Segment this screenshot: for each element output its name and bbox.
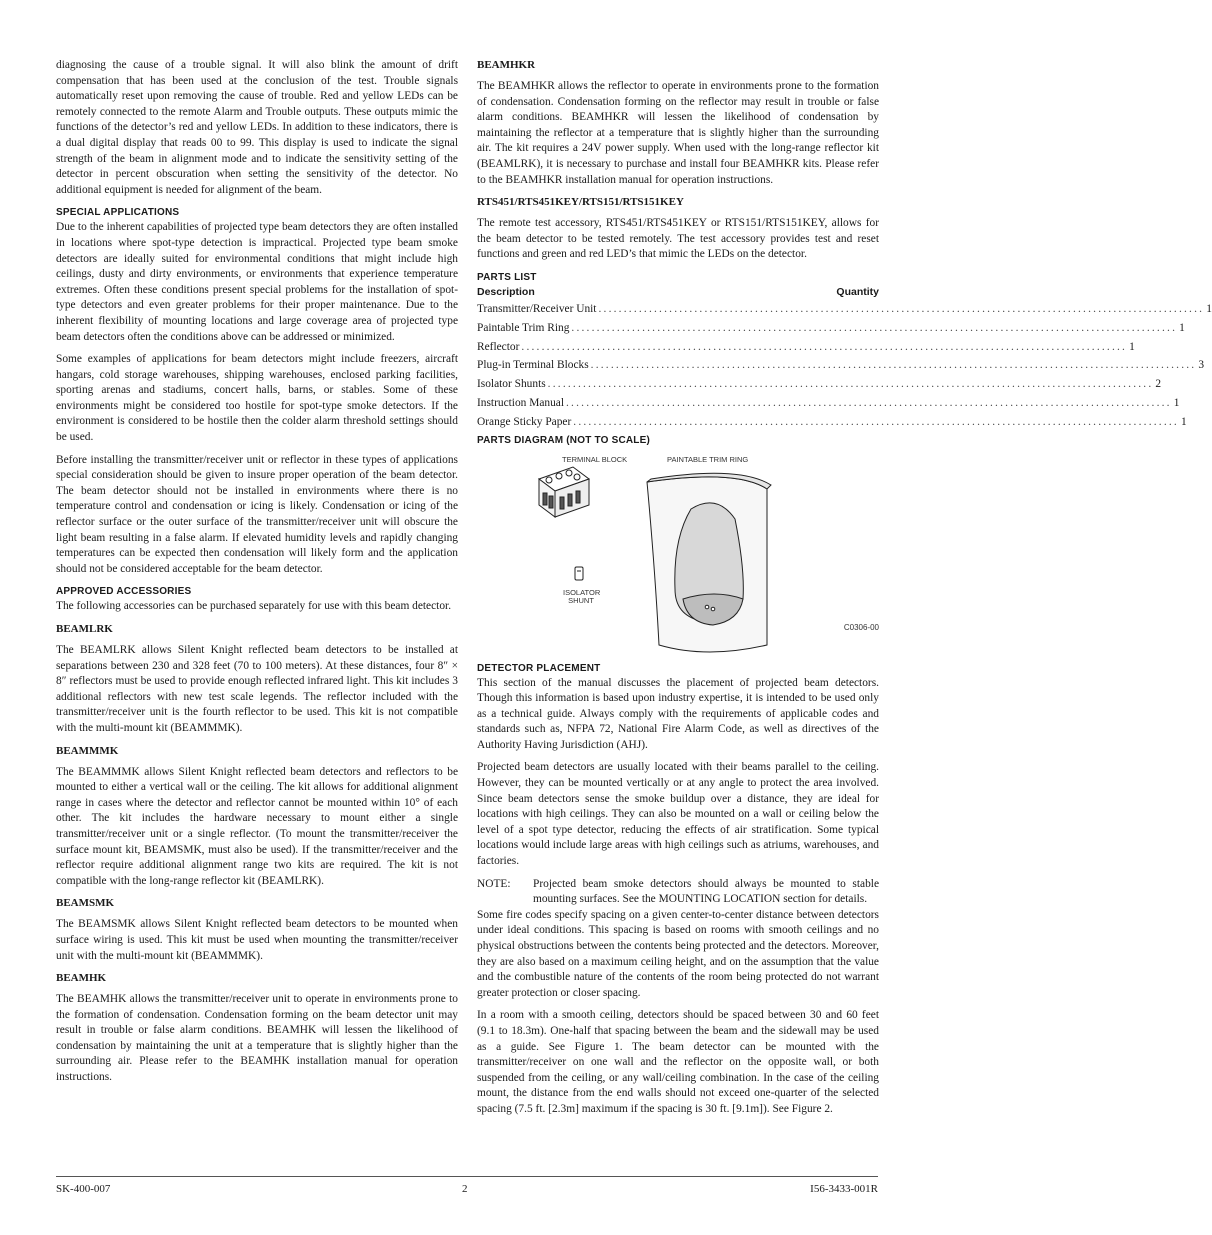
note-text: Projected beam smoke detectors should always be mounted to stable mounting surfaces. See the MOUNTING LOCATION section for details. [533, 877, 879, 906]
part-description: Instruction Manual [477, 396, 564, 409]
special-applications-paragraph-1: Due to the inherent capabilities of projected type beam detectors they are often installed in locations where spot-type detection is impractical. Projected type beam smoke detectors are ideally suited for environmental conditions that might include high ceilings, dusty and dirty environments, or environments that experience temperature extremes. Often these conditions present special problems for the installation of spot-type detectors and even greater problems for their proper maintenance. Due to the inherent flexibility of mounting locations and large coverage area of projected type beam detectors often the conditions above can be addressed or minimized. [56, 221, 458, 343]
parts-diagram-heading: PARTS DIAGRAM (NOT TO SCALE) [477, 434, 651, 446]
beamhk-paragraph: The BEAMHK allows the transmitter/receiver unit to operate in environments prone to the formation of condensation. Condensation forming on the beam detector unit may result in trouble or false alarm conditions. BEAMHK will lessen the likelihood of condensation by maintaining the unit at a temperature that is slightly higher than the surrounding air. Please refer to the BEAMHK installation manual for operation instructions. [56, 993, 458, 1084]
beamlrk-heading: BEAMLRK [56, 623, 113, 635]
parts-diagram [477, 449, 879, 654]
trim-ring-icon [647, 473, 771, 652]
parts-list-row [477, 413, 1187, 432]
beamsmk-paragraph: The BEAMSMK allows Silent Knight reflected beam detectors to be mounted when surface wiring is used. This kit must be used when mounting the transmitter/receiver unit with the multi-mount kit (BEAMMMK). [56, 918, 458, 962]
trim-ring-label: PAINTABLE TRIM RING [667, 454, 749, 464]
beamhkr-paragraph: The BEAMHKR allows the reflector to operate in environments prone to the formation of condensation. Condensation forming on the reflector may result in trouble or false alarm conditions. BEAMHKR will lessen the likelihood of condensation by maintaining the reflector at a temperature that is slightly higher than the surrounding air. The kit requires a 24V power supply. When used with the long-range reflector kit (BEAMLRK), it is necessary to purchase and install four BEAMHKR kits. Please refer to the BEAMHKR installation manual for operation instructions. [477, 80, 879, 186]
parts-list-row [477, 375, 1162, 394]
parts-col-quantity: Quantity [836, 285, 879, 298]
placement-paragraph-3: Some fire codes specify spacing on a given center-to-center distance between detectors under ideal conditions. This spacing is based on rooms with smooth ceilings and no physical obstructions between the contents being protected and the detectors. Moreover, they are also based on a maximum ceiling height, and on the assumption that the value and the combustible nature of the contents of the room being protected do not warrant greater protection or closer spacing. [477, 908, 879, 999]
placement-paragraph-2: Projected beam detectors are usually located with their beams parallel to the ceiling. However, they can be mounted vertically or at any angle to protect the area involved. Since beam detectors sense the smoke buildup over a distance, they are ideal for locations with high ceilings. They can also be mounted on a wall or ceiling below the level of a spot type detector, reducing the effects of air stratification. Some typical locations would include large areas with high ceilings such as atriums, warehouses, and factories. [477, 761, 879, 868]
rts-heading: RTS451/RTS451KEY/RTS151/RTS151KEY [477, 196, 684, 209]
part-quantity: 1 [1180, 415, 1187, 428]
parts-diagram-drawing [477, 449, 879, 654]
terminal-block-label: TERMINAL BLOCK [562, 454, 628, 464]
diagram-code: C0306-00 [843, 622, 879, 632]
isolator-shunt-icon [575, 567, 583, 580]
isolator-label-line-2: SHUNT [568, 595, 594, 605]
part-quantity: 1 [1206, 302, 1212, 315]
parts-list-row [477, 394, 1180, 413]
special-applications-heading: SPECIAL APPLICATIONS [56, 207, 180, 219]
isolator-shunt-label [563, 589, 599, 605]
parts-list-row [477, 319, 1185, 338]
part-description: Orange Sticky Paper [477, 415, 572, 428]
beammmk-heading: BEAMMMK [56, 744, 119, 757]
beamhk-heading: BEAMHK [56, 972, 107, 985]
approved-accessories-heading: APPROVED ACCESSORIES [56, 586, 192, 598]
footer-doc-number: SK-400-007 [56, 1183, 111, 1195]
beamhkr-heading: BEAMHKR [477, 59, 536, 71]
special-applications-paragraph-3: Before installing the transmitter/receiver unit or reflector in these types of applications special consideration should be given to insure proper operation of the beam detector. The beam detector should not be installed in environments where there is no temperature control and condensation or icing is likely. Condensation or icing of the reflector surface or the outer surface of the transmitter/receiver unit will obscure the light beam resulting in a false alarm. If elevated humidity levels and rapidly changing temperatures can be expected then condensation will likely form and the application should not be considered acceptable for the beam detector. [56, 453, 458, 575]
page-number: 2 [462, 1183, 468, 1195]
intro-paragraph: diagnosing the cause of a trouble signal. It will also blink the amount of drift compensation that has been used at the conclusion of the test. Trouble signals automatically reset upon removing the cause of trouble. Red and yellow LEDs can be remotely connected to the remote Alarm and Trouble outputs. These outputs mimic the functions of the detector’s red and yellow LEDs. In addition to these indicators, there is a dual digital display that reads 00 to 99. This display is used to indicate the signal strength of the beam in alignment mode and to indicate the sensitivity setting of the detector in percent obscuration when setting the sensitivity of the detector. No additional equipment is needed for alignment of the beam. [56, 59, 458, 196]
part-description: Isolator Shunts [477, 378, 546, 391]
beamlrk-paragraph: The BEAMLRK allows Silent Knight reflected beam detectors to be installed at separations between 230 and 328 feet (70 to 100 meters). At these distances, four 8″ × 8″ reflectors must be used to provide enough reflected infrared light. This kit includes 3 additional reflectors with new test scale legends. The reflector included with the transmitter/receiver unit is the fourth reflector to be used. This kit is not compatible with the multi-mount kit (BEAMMMK). [56, 644, 458, 734]
terminal-block-icon [539, 467, 589, 517]
part-description: Transmitter/Receiver Unit [477, 302, 597, 315]
part-description: Reflector [477, 340, 520, 353]
special-applications-paragraph-2: Some examples of applications for beam detectors might include freezers, aircraft hangars, cold storage warehouses, shipping warehouses, enclosed parking facilities, sporting arenas and stadiums, concert halls, barns, or stables. Some of these environments might be considered too hostile for spot-type smoke detectors. If the environment is considered to be hostile then the colder alarm threshold settings should be used. [56, 353, 458, 444]
part-description: Plug-in Terminal Blocks [477, 359, 589, 372]
left-column [56, 58, 458, 1093]
right-column [477, 58, 1212, 1125]
beammmk-paragraph: The BEAMMMK allows Silent Knight reflected beam detectors and reflectors to be mounted to either a vertical wall or the ceiling. The kit allows for additional alignment range in cases where the detector and reflector cannot be mounted within 10° of each other. The kit includes the hardware necessary to mount either a single transmitter/receiver unit or a single reflector. (To mount the transmitter/receiver the surface mount kit, BEAMSMK, must also be used). If the transmitter/receiver and the reflector require additional alignment range two kits are required. The kit is not compatible with the long-range reflector kit (BEAMLRK). [56, 765, 458, 887]
parts-list [477, 300, 1212, 432]
parts-list-header [477, 286, 879, 298]
beamsmk-heading: BEAMSMK [56, 897, 115, 910]
part-description: Paintable Trim Ring [477, 321, 570, 334]
leader-dots: ........................................................................................................................ [590, 359, 1197, 372]
footer-part-number: I56-3433-001R [810, 1183, 878, 1195]
part-quantity: 3 [1198, 359, 1205, 372]
part-quantity: 1 [1173, 396, 1180, 409]
part-quantity: 1 [1129, 340, 1135, 353]
detector-placement-heading: DETECTOR PLACEMENT [477, 662, 601, 674]
approved-accessories-paragraph: The following accessories can be purchased separately for use with this beam detector. [56, 600, 452, 613]
part-quantity: 2 [1155, 378, 1162, 391]
parts-list-row [477, 300, 1212, 319]
leader-dots: ........................................................................................................................ [598, 302, 1205, 315]
part-quantity: 1 [1179, 321, 1185, 334]
parts-list-row [477, 356, 1205, 375]
placement-paragraph-1: This section of the manual discusses the placement of projected beam detectors. Though this information is based upon industry expertise, it is intended to be used only as a technical guide. Always comply with the requirements of applicable codes and standards such as, NFPA 72, National Fire Alarm Code, as well as directives of the Authority Having Jurisdiction (AHJ). [477, 676, 879, 751]
page-footer [56, 1176, 878, 1195]
note-block [477, 877, 879, 908]
leader-dots: ........................................................................................................................ [547, 378, 1154, 391]
parts-list-heading: PARTS LIST [477, 271, 537, 283]
placement-paragraph-4: In a room with a smooth ceiling, detectors should be spaced between 30 and 60 feet (9.1 to 18.3m). One-half that spacing between the beam and the sidewall may be used as a guide. See Figure 1. The beam detector can be mounted with the transmitter/receiver on one wall and the reflector on the opposite wall, or both suspended from the ceiling, or any wall/ceiling combination. In the case of the ceiling mount, the distance from the end walls should not exceed one-quarter of the selected spacing (7.5 ft. [2.3m] maximum if the spacing is 30 ft. [9.1m]). See Figure 2. [477, 1009, 879, 1115]
leader-dots: ........................................................................................................................ [566, 396, 1172, 409]
parts-col-description: Description [477, 285, 535, 298]
rts-paragraph: The remote test accessory, RTS451/RTS451KEY or RTS151/RTS151KEY, allows for the beam detector to be tested remotely. The test accessory provides test and reset functions and green and red LED’s that mimic the LEDs on the detector. [477, 217, 879, 261]
isolator-label-line-1: ISOLATOR [563, 587, 601, 597]
leader-dots: ........................................................................................................................ [573, 415, 1179, 428]
leader-dots: ........................................................................................................................ [571, 321, 1178, 334]
parts-list-row [477, 338, 1135, 357]
leader-dots: ........................................................................................................................ [521, 340, 1128, 353]
note-label: NOTE: [477, 877, 511, 890]
